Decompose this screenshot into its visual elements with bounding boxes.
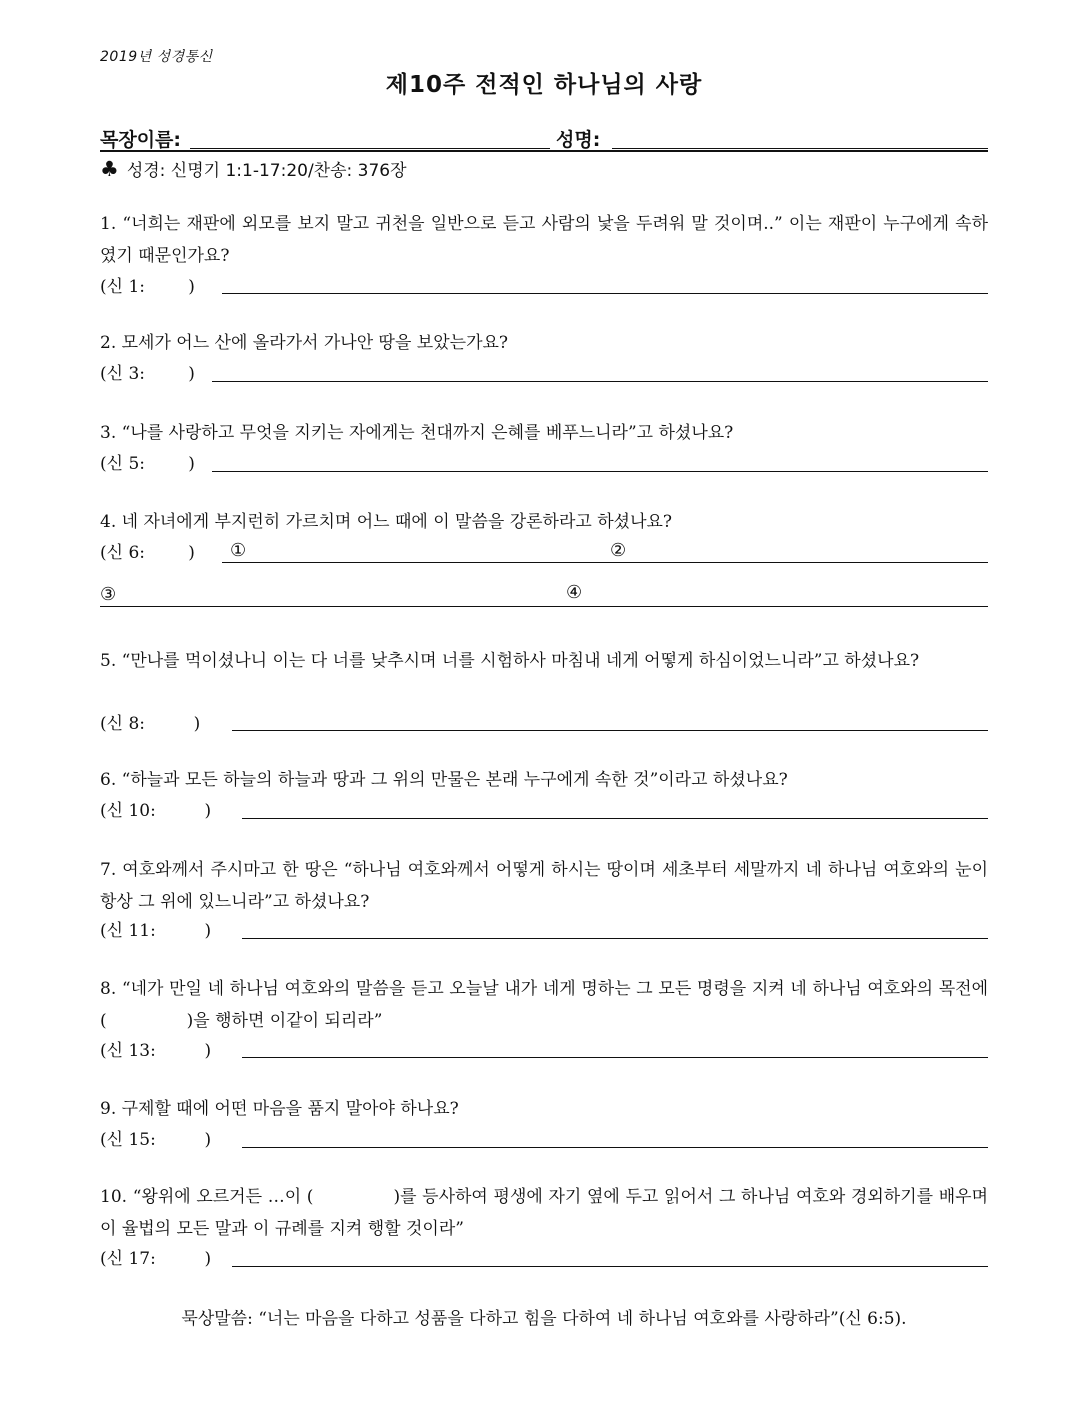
scripture-text: 성경: 신명기 1:1-17:20/찬송: 376장 xyxy=(126,161,407,181)
question-5: 5. “만나를 먹이셨나니 이는 다 너를 낮추시며 너를 시험하사 마침내 네게 어떻게 하심이었느니라”고 하셨나요? xyxy=(100,651,920,671)
question-9: 9. 구제할 때에 어떤 마음을 품지 말아야 하나요? xyxy=(100,1099,459,1119)
question-10-part-b: )를 등사하여 평생에 자기 옆에 두고 읽어서 그 하나님 여호와 경외하기를 배우며 이 율법의 모든 말과 이 규례를 지켜 행할 것이라” xyxy=(100,1187,988,1239)
club-icon: ♣ xyxy=(100,157,119,181)
question-4: 4. 네 자녀에게 부지런히 가르치며 어느 때에 이 말씀을 강론하라고 하셨나요? xyxy=(100,512,673,532)
answer-line-9[interactable] xyxy=(242,1147,988,1148)
handwritten-note: 2019년 성경통신 xyxy=(100,49,213,65)
question-8-part-a: 8. “네가 만일 네 하나님 여호와의 말씀을 듣고 오늘날 내가 네게 명하는 그 모든 명령을 지켜 네 하나님 여호와의 목전에 ( xyxy=(100,979,988,1031)
question-6: 6. “하늘과 모든 하늘의 하늘과 땅과 그 위의 만물은 본래 누구에게 속한 것”이라고 하셨나요? xyxy=(100,770,788,790)
page-title: 제10주 전적인 하나님의 사랑 xyxy=(385,72,703,98)
answer-line-7[interactable] xyxy=(242,938,988,939)
question-2: 2. 모세가 어느 산에 올라가서 가나안 땅을 보았는가요? xyxy=(100,333,509,353)
name-answer-line[interactable] xyxy=(612,148,988,149)
scripture-line xyxy=(100,156,407,181)
answer-line-8[interactable] xyxy=(242,1057,988,1058)
reference-6: (신 10: ) xyxy=(100,801,212,821)
reference-5: (신 8: ) xyxy=(100,714,201,734)
name-label: 성명: xyxy=(556,129,601,151)
question-10 xyxy=(100,1181,988,1245)
pastor-label: 목장이름: xyxy=(100,129,182,151)
answer-line-5[interactable] xyxy=(232,730,988,731)
reference-4: (신 6: ) xyxy=(100,543,195,563)
answer-marker-3: ③ xyxy=(100,584,117,605)
answer-marker-2: ② xyxy=(610,540,627,561)
question-1: 1. “너희는 재판에 외모를 보지 말고 귀천을 일반으로 듣고 사람의 낯을 두려워 말 것이며..” 이는 재판이 누구에게 속하였기 때문인가요? xyxy=(100,214,988,266)
question-10-part-a: 10. “왕위에 오르거든 …이 ( xyxy=(100,1187,314,1207)
question-3: 3. “나를 사랑하고 무엇을 지키는 자에게는 천대까지 은혜를 베푸느니라”고 하셨나요? xyxy=(100,423,734,443)
answer-line-10[interactable] xyxy=(232,1266,988,1267)
question-7: 7. 여호와께서 주시마고 한 땅은 “하나님 여호와께서 어떻게 하시는 땅이며 세초부터 세말까지 네 하나님 여호와의 눈이 항상 그 위에 있느니라”고 하셨나요? xyxy=(100,860,988,912)
answer-line-1[interactable] xyxy=(222,293,988,294)
answer-line-4a[interactable] xyxy=(222,562,988,563)
reference-8: (신 13: ) xyxy=(100,1041,212,1061)
question-8-part-b: )을 행하면 이같이 되리라” xyxy=(186,1011,383,1031)
reference-3: (신 5: ) xyxy=(100,454,195,474)
answer-marker-1: ① xyxy=(230,540,247,561)
answer-line-2[interactable] xyxy=(212,381,988,382)
answer-line-3[interactable] xyxy=(212,471,988,472)
reference-10: (신 17: ) xyxy=(100,1249,212,1269)
reference-7: (신 11: ) xyxy=(100,921,212,941)
reference-2: (신 3: ) xyxy=(100,364,195,384)
reference-9: (신 15: ) xyxy=(100,1130,212,1150)
answer-marker-4: ④ xyxy=(566,582,583,603)
answer-line-6[interactable] xyxy=(242,818,988,819)
question-8 xyxy=(100,973,988,1037)
reference-1: (신 1: ) xyxy=(100,277,195,297)
answer-line-4b[interactable] xyxy=(100,606,988,607)
header-underline xyxy=(100,150,988,152)
meditation-verse: 묵상말씀: “너는 마음을 다하고 성품을 다하고 힘을 다하여 네 하나님 여호와를 사랑하라”(신 6:5). xyxy=(181,1309,907,1329)
pastor-answer-line[interactable] xyxy=(190,148,550,149)
